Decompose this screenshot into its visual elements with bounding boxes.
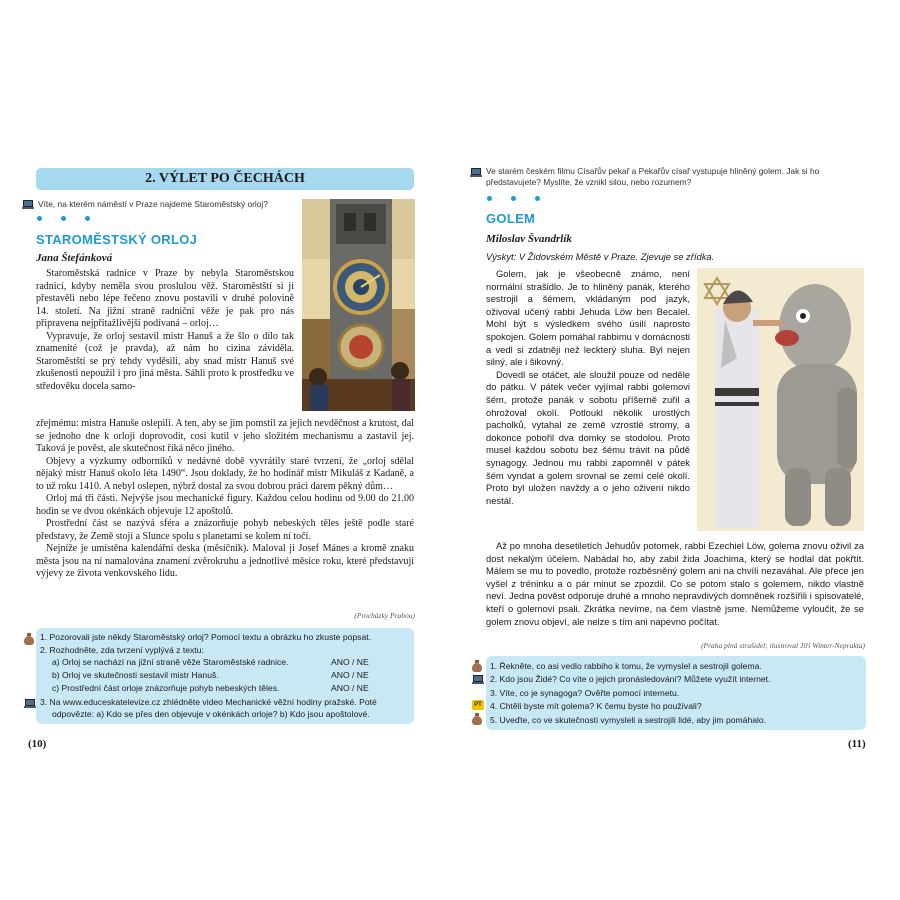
- section-dots: [487, 196, 547, 202]
- task-2b: b) Orloj ve skutečnosti sestavil mistr Hanuš.: [52, 670, 219, 680]
- paragraph: Orloj má tři části. Nejvýše jsou mechanické figury. Každou celou hodinu od 9.00 do 21.00 hodin se ve dvou okénkách objevuje 12 apoštolů.: [36, 493, 414, 517]
- article-text-narrow: [36, 268, 294, 393]
- answer-choice[interactable]: ANO / NE: [331, 670, 369, 680]
- task-4: 4. Chtěli byste mít golema? K čemu byste ho používali?: [490, 701, 702, 711]
- task-2: 2. Rozhodněte, zda tvrzení vyplývá z textu:: [40, 645, 204, 655]
- paragraph: Staroměstská radnice v Praze by nebyla Staroměstskou radnicí, kdyby neměla svou proslulou věž. Staroměstští si ji přestavěli nebo lépe řečeno znovu postavili v druhé polovině 14. století. Na jižní straně radniční věže je pak pro nás připravena nejpřitažlivější podívaná – orloj…: [36, 268, 294, 329]
- article-text-narrow: [486, 268, 690, 507]
- task-5: 5. Uveďte, co ve skutečnosti vymysleli a sestrojili lidé, aby jim pomáhalo.: [490, 715, 767, 725]
- article-author: Miloslav Švandrlík: [486, 233, 572, 245]
- source-citation: (Procházky Prahou): [354, 611, 415, 620]
- astronomical-clock-illustration: [302, 199, 415, 411]
- answer-choice[interactable]: ANO / NE: [331, 683, 369, 693]
- task-1: 1. Řekněte, co asi vedlo rabbiho k tomu, že vymyslel a sestrojil golema.: [490, 661, 762, 671]
- task-2: 2. Kdo jsou Židé? Co víte o jejich pronásledování? Můžete využít internet.: [490, 674, 771, 684]
- article-title: STAROMĚSTSKÝ ORLOJ: [36, 232, 198, 247]
- page-number: (10): [28, 738, 47, 750]
- chapter-banner: 2. VÝLET PO ČECHÁCH: [36, 168, 414, 190]
- answer-choice[interactable]: ANO / NE: [331, 657, 369, 667]
- source-citation: (Praha plná strašidel; ilustroval Jiří Winter-Neprakta): [701, 641, 865, 650]
- task-3-cont: odpovězte: a) Kdo se přes den objevuje v okénkách orloje? b) Kdo jsou apoštolové.: [52, 709, 370, 719]
- paragraph: Prostřední část se nazývá sféra a znázorňuje pohyb nebeských těles ještě podle staré představy, že Země stojí a Slunce spolu s planetami se kolem ní točí.: [36, 518, 414, 542]
- paragraph: Dovedl se otáčet, ale sloužil pouze od neděle do pátku. V pátek večer vyjímal rabbi golemovi šém, protože panák v sobotu příšerně zuřil a ohrožoval okolí. Potloukl několik urostlých pacholků, vytahal ze země vzrostlé stromy, a dokonce pobořil dva domky se stodolou. Proto musel každou sobotu bez šému trávit na půdě synagogy. Jednou mu rabbi zapomněl v pátek šém vyndat a golem srovnal se zemí celé okolí. Proto byl uložen navždy a o jeho oživení nikdo nestál.: [486, 368, 690, 506]
- paragraph: zřejmému: mistra Hanuše oslepili. A ten, aby se jim pomstil za jejich nevděčnost a krutost, dal se jednoho dne k orloji doprovodit, cosi kutil v jeho složitém mechanismu a zastavil jej. Taková je pověst, ale skutečnost říká něco jiného.: [36, 418, 414, 454]
- vase-icon: [472, 660, 482, 672]
- vase-icon: [472, 713, 482, 725]
- task-3: 3. Na www.educeskatelevize.cz zhlédněte video Mechanické věžní hodiny pražské. Poté: [40, 697, 377, 707]
- computer-icon: [472, 675, 484, 685]
- article-author: Jana Štefánková: [36, 252, 113, 264]
- occurrence-note: Výskyt: V Židovském Městě v Praze. Zjevuje se zřídka.: [486, 251, 715, 262]
- paragraph: Nejníže je umístěna kalendářní deska (měsíčník). Maloval ji Josef Mánes a kromě znaku města jsou na ní namalována znamení zvěrokruhu a jednotlivé měsíce roku, které představují výjevy ze života venkovského lidu.: [36, 543, 414, 579]
- paragraph: Až po mnoha desetiletích Jehudův potomek, rabbi Ezechiel Löw, golema znovu oživil za dost nekalým účelem. Nabádal ho, aby zabil žida Joachima, který se hodlal dát pokřtít. Málem se mu to povedlo, protože rozběsněný golem ani na chvíli nezaváhal. Ale přece jen vyšel z tréninku a o pár minut se zpozdil. Co se potom stalo s golemem, nikdo vlastně neví. Jedna pověst odporuje druhé a mnoho nepravdivých domněnek rozšířili i spisovatelé, kteří o golemovi psali. Zkrátka nevíme, na čem vlastně jsme. Nemůžeme vyloučit, že se golem znovu objeví, ale nelze s tím ani napevno počítat.: [486, 540, 864, 627]
- page-number: (11): [848, 738, 866, 750]
- task-1: 1. Pozorovali jste někdy Staroměstský orloj? Pomocí textu a obrázku ho zkuste popsat.: [40, 632, 372, 642]
- computer-icon: [470, 168, 482, 178]
- paragraph: Objevy a výzkumy odborníků v nedávné době vyvrátily staré tvrzení, že „orloj sdělal nějaký mistr Hanuš okolo léta 1490“. Jsou doklady, že ho hodinář mistr Mikuláš z Kadaně, a to už roku 1410. A nebyl oslepen, nýbrž dostal za svou dobrou práci darem pěkný dům…: [36, 455, 414, 492]
- article-text-wide: [36, 418, 414, 581]
- paragraph: Golem, jak je všeobecně známo, není normální strašidlo. Je to hliněný panák, kterého sestrojil a šémem, vkládaným pod jazyk, oživoval učený rabbi Jehuda Löw ben Becalel. Mohl být s výsledkem svého úsilí naprosto spokojen. Golem pomáhal rabbimu v domácnosti a vedl si zdatněji než leckterý sluha. Byl nejen silný, ale i šikovný.: [486, 268, 690, 368]
- article-text-wide: [486, 540, 864, 628]
- computer-icon: [22, 200, 34, 210]
- vase-icon: [24, 633, 34, 645]
- article-title: GOLEM: [486, 211, 536, 226]
- golem-illustration: [697, 268, 864, 531]
- task-3: 3. Víte, co je synagoga? Ověřte pomocí internetu.: [490, 688, 680, 698]
- computer-icon: [24, 699, 36, 709]
- section-dots: [37, 216, 97, 222]
- intro-question: Ve starém českém filmu Císařův pekař a Pekařův císař vystupuje hliněný golem. Jak si ho představujete? Myslíte, že vznikl silou, nebo rozumem?: [486, 166, 820, 187]
- pt-icon: PT: [472, 700, 484, 710]
- task-2c: c) Prostřední část orloje znázorňuje pohyb nebeských těles.: [52, 683, 280, 693]
- task-2a: a) Orloj se nachází na jižní straně věže Staroměstské radnice.: [52, 657, 289, 667]
- intro-question: Víte, na kterém náměstí v Praze najdeme Staroměstský orloj?: [38, 199, 268, 209]
- paragraph: Vypravuje, že orloj sestavil mistr Hanuš a že šlo o dílo tak znamenité (což je pravda), až nám ho cizina záviděla. Staroměstští se prý tehdy vyděsili, aby snad mistr Hanuš své zkušenosti nepoužil i pro jiná města. Sáhli proto k prostředku ve středověku docela samo-: [36, 330, 294, 392]
